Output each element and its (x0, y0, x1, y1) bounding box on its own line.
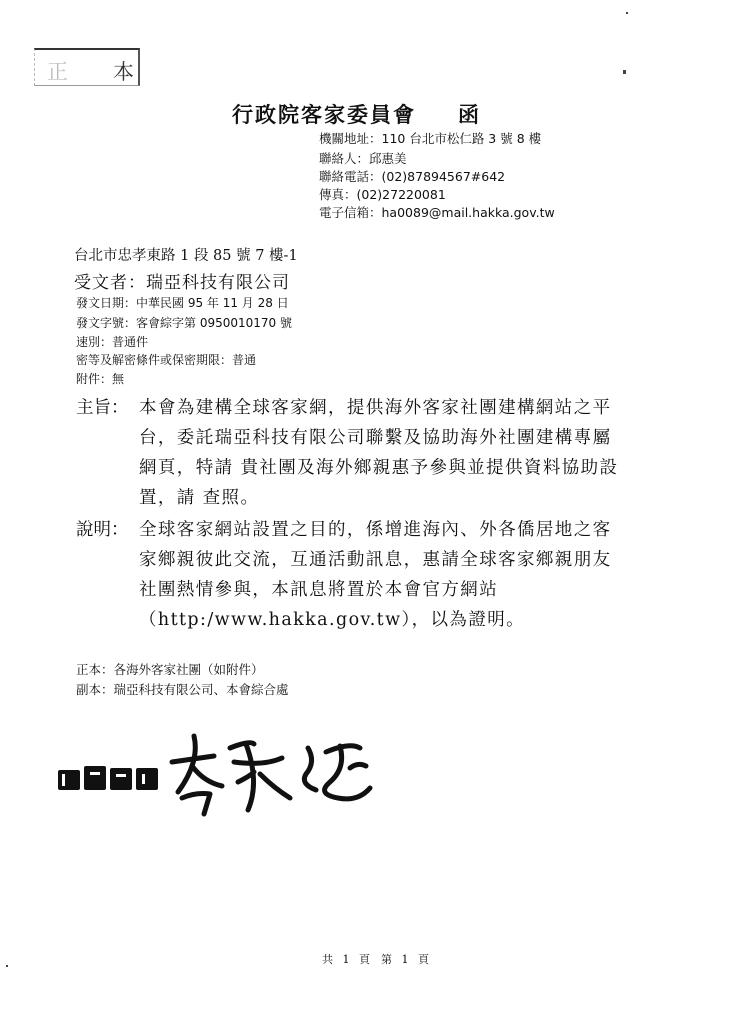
recipient-name: 受文者：瑞亞科技有限公司 (74, 273, 290, 293)
scan-speck (626, 12, 628, 14)
copy-recipients: 副本：瑞亞科技有限公司、本會綜合處 (76, 682, 289, 697)
signature-block (54, 722, 394, 822)
handwritten-signature (172, 736, 370, 814)
contact-phone: 聯絡電話：(02)87894567#642 (319, 169, 506, 184)
subject-label: 主旨： (76, 398, 129, 418)
page-number: 共 1 頁 第 1 頁 (322, 953, 429, 966)
recipient-address: 台北市忠孝東路 1 段 85 號 7 樓-1 (74, 248, 298, 264)
explanation-line: （http:/www.hakka.gov.tw），以為證明。 (139, 610, 526, 630)
subject-line: 台，委託瑞亞科技有限公司聯繫及協助海外社團建構專屬 (139, 428, 612, 448)
explanation-line: 全球客家網站設置之目的，係增進海內、外各僑居地之客 (139, 520, 612, 540)
attachment-info: 附件：無 (76, 372, 125, 386)
issue-date: 發文日期：中華民國 95 年 11 月 28 日 (76, 296, 289, 310)
agency-title: 行政院客家委員會 (232, 102, 416, 127)
explanation-label: 說明： (76, 520, 129, 540)
stamp-char-2: 本 (113, 60, 134, 84)
secrecy-level: 密等及解密條件或保密期限：普通 (76, 353, 257, 367)
subject-line: 本會為建構全球客家網，提供海外客家社團建構網站之平 (139, 398, 612, 418)
scan-speck (623, 70, 626, 74)
explanation-line: 家鄉親彼此交流，互通活動訊息，惠請全球客家鄉親朋友 (139, 550, 612, 570)
stamp-char-1: 正 (47, 60, 68, 84)
contact-fax: 傳真：(02)27220081 (319, 187, 446, 202)
agency-address: 機關地址：110 台北市松仁路 3 號 8 樓 (319, 131, 542, 146)
document-stamp (34, 48, 140, 86)
subject-line: 網頁，特請 貴社團及海外鄉親惠予參與並提供資料協助設 (139, 458, 619, 478)
contact-email: 電子信箱：ha0089@mail.hakka.gov.tw (319, 205, 555, 220)
subject-line: 置，請 查照。 (139, 488, 260, 508)
signature-title-stamp (58, 766, 158, 790)
explanation-line: 社團熱情參與，本訊息將置於本會官方網站 (139, 580, 499, 600)
scan-speck (6, 965, 8, 967)
original-recipients: 正本：各海外客家社團（如附件） (76, 662, 264, 677)
delivery-speed: 速別：普通件 (76, 335, 149, 349)
document-type: 函 (458, 102, 479, 127)
contact-person: 聯絡人：邱惠美 (319, 151, 407, 166)
document-number: 發文字號：客會綜字第 0950010170 號 (76, 316, 292, 330)
